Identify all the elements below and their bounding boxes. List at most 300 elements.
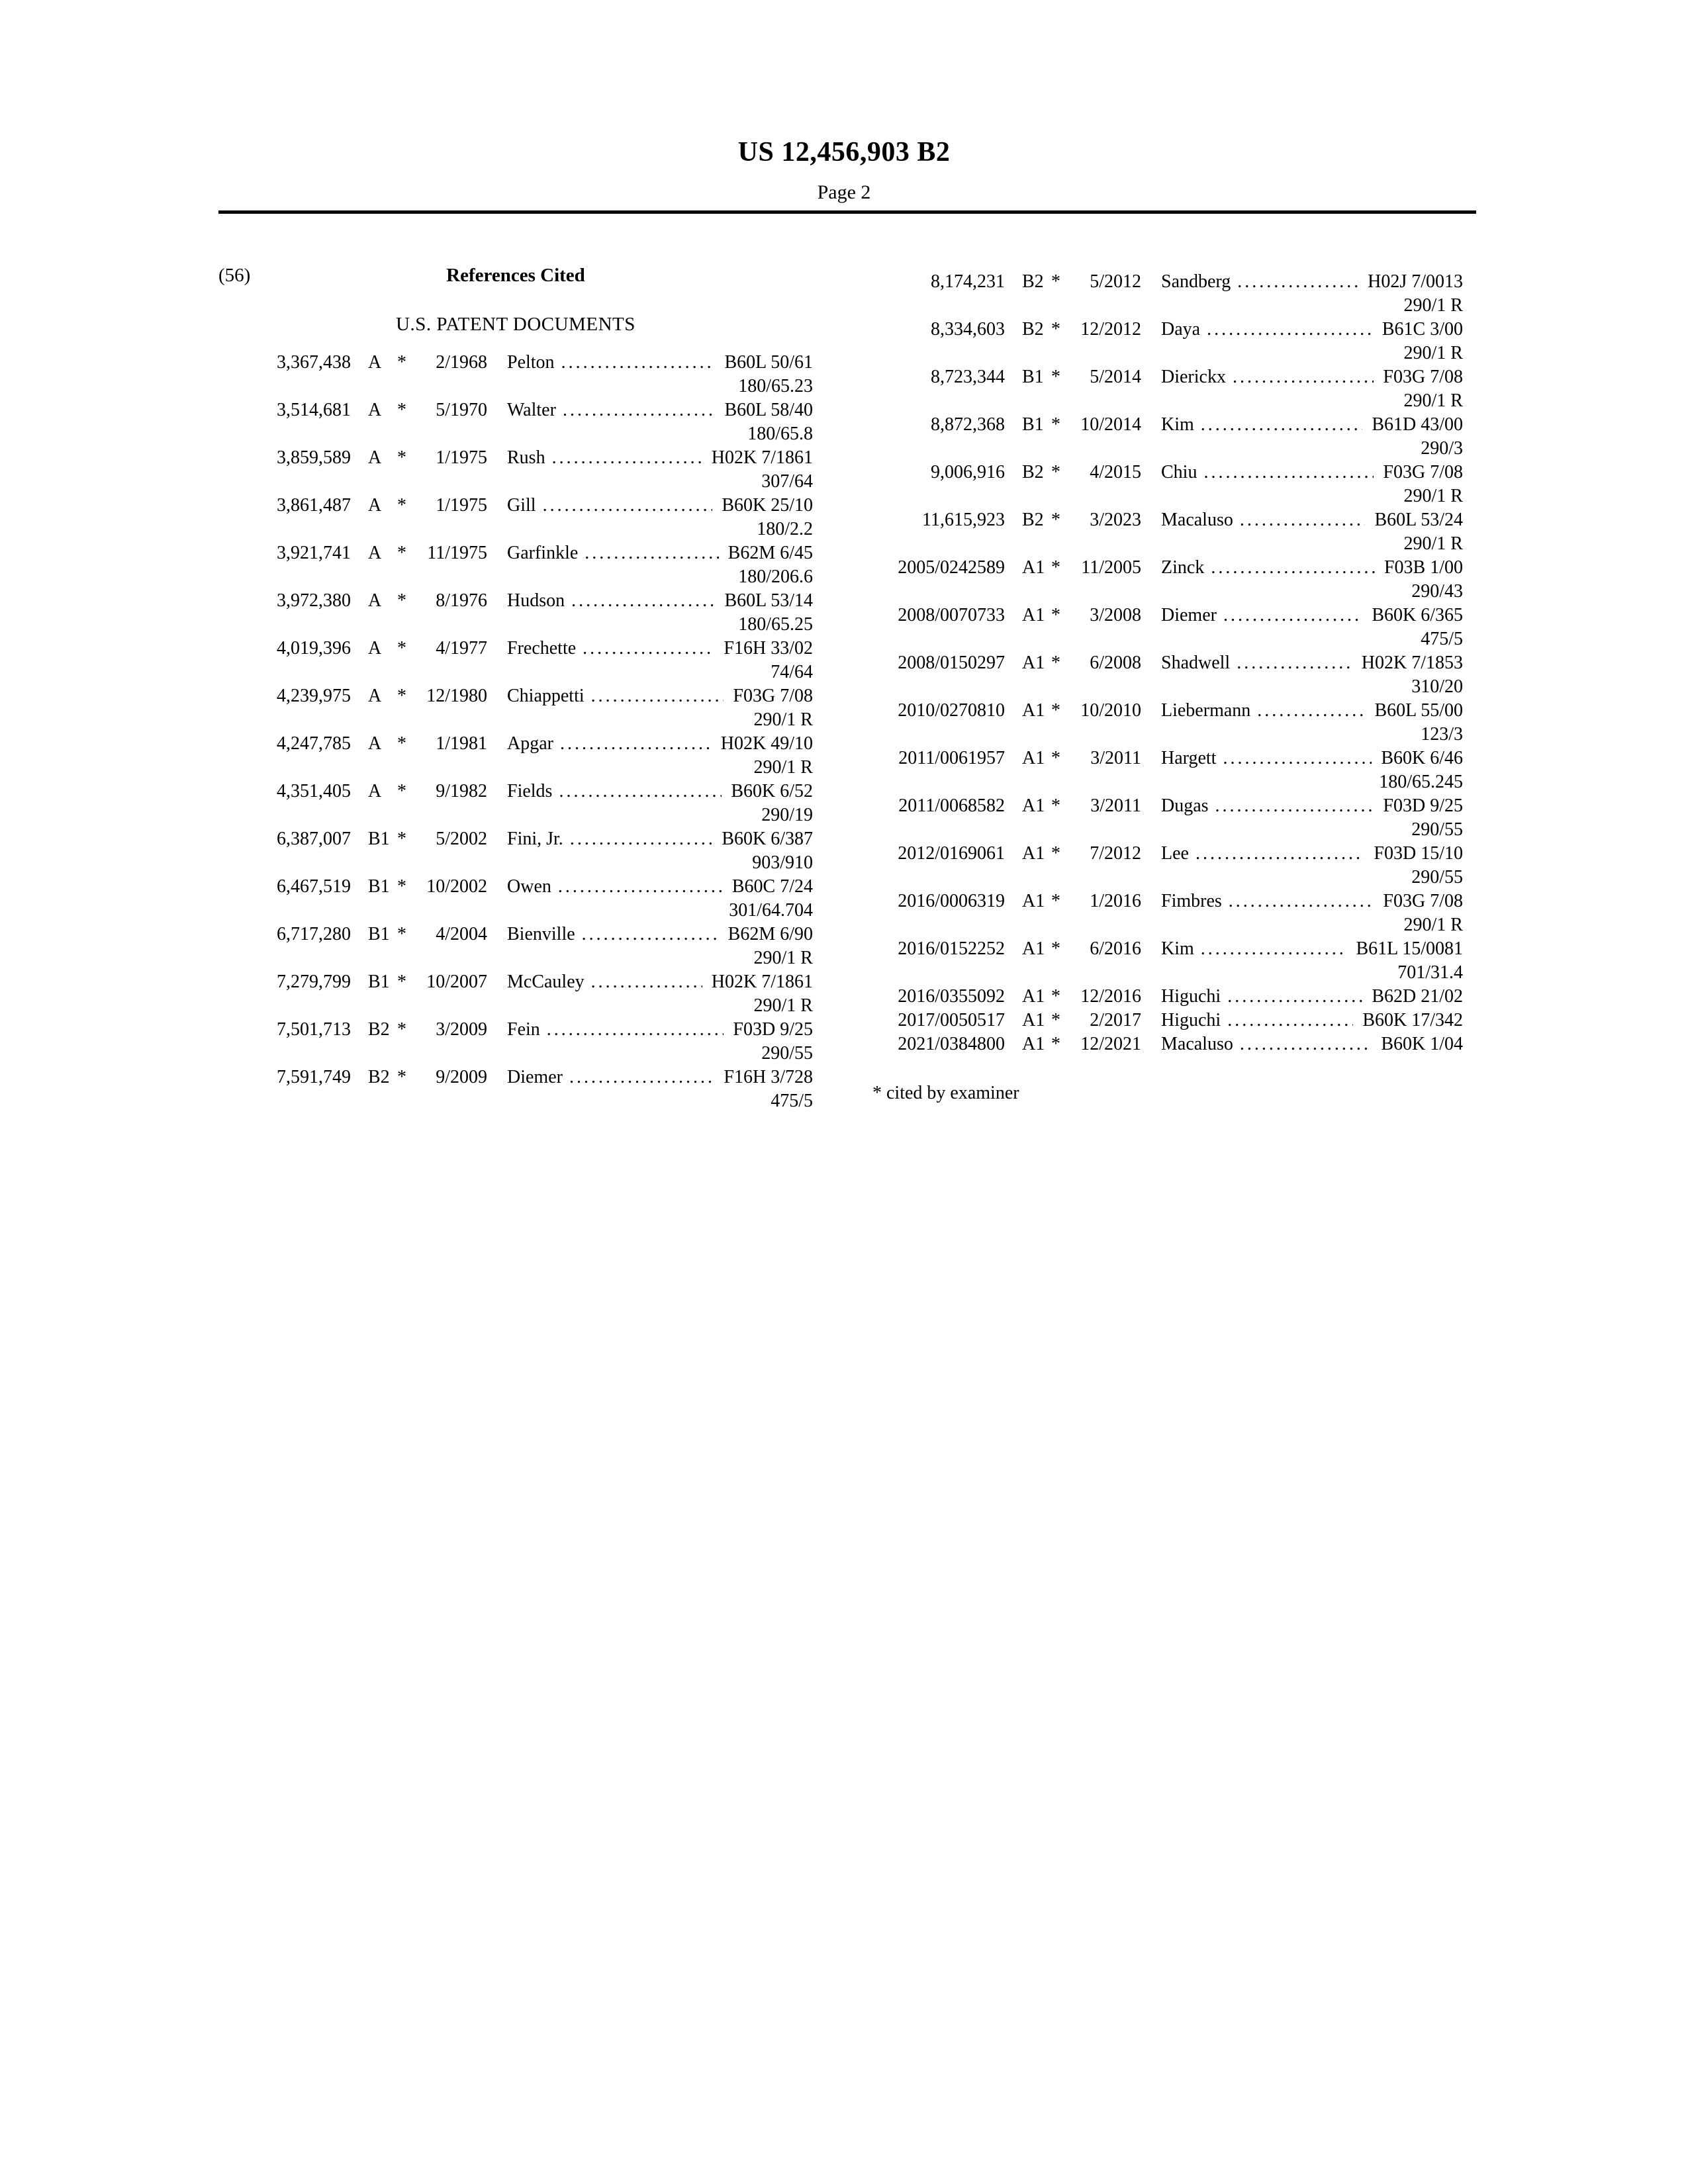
dot-leader xyxy=(543,494,713,518)
patent-date: 5/1970 xyxy=(436,400,487,420)
patent-number: 6,717,280 xyxy=(277,924,351,944)
kind-code: A1 xyxy=(1022,843,1045,864)
dot-leader xyxy=(1201,413,1363,437)
reference-entry xyxy=(218,351,813,398)
dot-leader xyxy=(561,351,716,375)
inventor-name: Daya xyxy=(1161,319,1201,340)
kind-code: A1 xyxy=(1022,1034,1045,1054)
kind-code: A xyxy=(368,638,382,659)
page-number-label: Page 2 xyxy=(817,181,871,203)
classification-subclass: 290/55 xyxy=(761,1043,813,1064)
reference-entry xyxy=(872,318,1463,365)
inventor-name: Higuchi xyxy=(1161,986,1221,1007)
classification-subclass: 307/64 xyxy=(761,471,813,492)
cited-asterisk: * xyxy=(1051,986,1060,1007)
right-entries-list xyxy=(872,270,1463,1056)
kind-code: A1 xyxy=(1022,986,1045,1007)
classification-code: F16H 3/728 xyxy=(724,1067,813,1087)
patent-date: 12/2021 xyxy=(1080,1034,1141,1054)
inventor-name: Diemer xyxy=(507,1067,563,1087)
reference-entry xyxy=(872,461,1463,508)
patent-number: 8,872,368 xyxy=(931,414,1005,435)
reference-entry xyxy=(218,970,813,1018)
kind-code: A xyxy=(368,447,382,468)
kind-code: B1 xyxy=(368,972,390,992)
dot-leader xyxy=(1223,747,1372,770)
inventor-name: Chiappetti xyxy=(507,686,585,706)
dot-leader xyxy=(560,732,712,756)
kind-code: A1 xyxy=(1022,700,1045,721)
dot-leader xyxy=(1229,889,1374,913)
dot-leader xyxy=(583,637,714,660)
cited-asterisk: * xyxy=(1051,843,1060,864)
classification-subclass: 290/1 R xyxy=(753,757,813,778)
reference-entry xyxy=(872,889,1463,937)
classification-subclass: 290/1 R xyxy=(1403,533,1463,554)
patent-number: 11,615,923 xyxy=(922,510,1005,530)
dot-leader xyxy=(558,875,723,899)
patent-date: 3/2023 xyxy=(1090,510,1141,530)
section-number: (56) xyxy=(218,265,251,286)
classification-code: B60C 7/24 xyxy=(731,876,813,897)
patent-number: 4,247,785 xyxy=(277,733,351,754)
patent-date: 1/1975 xyxy=(436,447,487,468)
patent-date: 10/2007 xyxy=(426,972,487,992)
patent-date: 12/2016 xyxy=(1080,986,1141,1007)
dot-leader xyxy=(1237,270,1358,294)
reference-entry xyxy=(872,1009,1463,1032)
reference-entry xyxy=(872,842,1463,889)
dot-leader xyxy=(591,684,724,708)
cited-asterisk: * xyxy=(397,400,406,420)
patent-number: 2008/0070733 xyxy=(898,605,1005,625)
cited-asterisk: * xyxy=(397,972,406,992)
patent-number: 3,921,741 xyxy=(277,543,351,563)
reference-entry xyxy=(872,604,1463,651)
dot-leader xyxy=(571,589,715,613)
inventor-name: Hargett xyxy=(1161,748,1217,768)
cited-asterisk: * xyxy=(1051,653,1060,673)
us-patent-documents-heading: U.S. PATENT DOCUMENTS xyxy=(396,314,635,335)
inventor-name: Macaluso xyxy=(1161,510,1233,530)
cited-asterisk: * xyxy=(1051,748,1060,768)
classification-code: F03G 7/08 xyxy=(733,686,813,706)
patent-date: 12/2012 xyxy=(1080,319,1141,340)
patent-date: 5/2014 xyxy=(1090,367,1141,387)
dot-leader xyxy=(547,1018,724,1042)
kind-code: A xyxy=(368,400,382,420)
dot-leader xyxy=(1223,604,1362,627)
cited-asterisk: * xyxy=(397,590,406,611)
classification-code: B61D 43/00 xyxy=(1372,414,1463,435)
classification-subclass: 290/1 R xyxy=(753,709,813,730)
patent-date: 3/2008 xyxy=(1090,605,1141,625)
patent-date: 1/1975 xyxy=(436,495,487,516)
reference-entry xyxy=(872,508,1463,556)
kind-code: B1 xyxy=(1022,414,1044,435)
inventor-name: Sandberg xyxy=(1161,271,1231,292)
reference-entry xyxy=(872,651,1463,699)
classification-code: H02K 7/1853 xyxy=(1361,653,1463,673)
patent-date: 2/1968 xyxy=(436,352,487,373)
cited-asterisk: * xyxy=(397,876,406,897)
patent-date: 2/2017 xyxy=(1090,1010,1141,1030)
classification-code: H02J 7/0013 xyxy=(1368,271,1463,292)
patent-number: 2008/0150297 xyxy=(898,653,1005,673)
classification-code: B60K 1/04 xyxy=(1381,1034,1463,1054)
inventor-name: Kim xyxy=(1161,414,1194,435)
cited-asterisk: * xyxy=(1051,414,1060,435)
kind-code: A1 xyxy=(1022,796,1045,816)
reference-entry xyxy=(872,556,1463,604)
references-column-right xyxy=(872,255,1463,1105)
cited-asterisk: * xyxy=(397,638,406,659)
patent-number: 3,861,487 xyxy=(277,495,351,516)
classification-subclass: 475/5 xyxy=(1421,629,1463,649)
classification-subclass: 290/1 R xyxy=(1403,915,1463,935)
inventor-name: Fields xyxy=(507,781,553,801)
patent-date: 3/2011 xyxy=(1090,796,1141,816)
inventor-name: Walter xyxy=(507,400,556,420)
patent-date: 3/2011 xyxy=(1090,748,1141,768)
classification-code: B60K 6/387 xyxy=(722,829,813,849)
reference-entry xyxy=(218,732,813,780)
kind-code: A1 xyxy=(1022,557,1045,578)
patent-date: 8/1976 xyxy=(436,590,487,611)
left-entries-list xyxy=(218,351,813,1113)
kind-code: A xyxy=(368,495,382,516)
inventor-name: Higuchi xyxy=(1161,1010,1221,1030)
dot-leader xyxy=(1196,842,1364,866)
cited-asterisk: * xyxy=(397,829,406,849)
dot-leader xyxy=(1211,556,1375,580)
reference-entry xyxy=(218,446,813,494)
classification-code: B60L 53/14 xyxy=(724,590,813,611)
inventor-name: Fini, Jr. xyxy=(507,829,563,849)
patent-date: 1/2016 xyxy=(1090,891,1141,911)
patent-number: 4,351,405 xyxy=(277,781,351,801)
kind-code: A xyxy=(368,733,382,754)
classification-subclass: 180/65.25 xyxy=(738,614,813,635)
dot-leader xyxy=(1203,461,1374,484)
inventor-name: Fimbres xyxy=(1161,891,1222,911)
classification-code: H02K 7/1861 xyxy=(711,972,813,992)
inventor-name: Fein xyxy=(507,1019,540,1040)
kind-code: A1 xyxy=(1022,938,1045,959)
kind-code: A1 xyxy=(1022,891,1045,911)
kind-code: B2 xyxy=(368,1067,390,1087)
classification-code: F16H 33/02 xyxy=(724,638,813,659)
reference-entry xyxy=(872,365,1463,413)
dot-leader xyxy=(570,827,713,851)
dot-leader xyxy=(1201,937,1347,961)
reference-entry xyxy=(872,413,1463,461)
classification-subclass: 180/65.245 xyxy=(1379,772,1463,792)
patent-number: 7,279,799 xyxy=(277,972,351,992)
patent-number: 2005/0242589 xyxy=(898,557,1005,578)
section-title: References Cited xyxy=(446,265,585,286)
patent-date: 4/2004 xyxy=(436,924,487,944)
dot-leader xyxy=(569,1066,714,1089)
patent-number: 3,972,380 xyxy=(277,590,351,611)
inventor-name: Liebermann xyxy=(1161,700,1251,721)
cited-asterisk: * xyxy=(397,686,406,706)
dot-leader xyxy=(1215,794,1374,818)
cited-asterisk: * xyxy=(1051,1034,1060,1054)
patent-number: 2011/0068582 xyxy=(898,796,1005,816)
cited-asterisk: * xyxy=(1051,271,1060,292)
inventor-name: Dierickx xyxy=(1161,367,1226,387)
classification-code: B61C 3/00 xyxy=(1382,319,1463,340)
classification-subclass: 290/19 xyxy=(761,805,813,825)
patent-date: 7/2012 xyxy=(1090,843,1141,864)
kind-code: B2 xyxy=(1022,510,1044,530)
kind-code: A1 xyxy=(1022,748,1045,768)
patent-number: 4,239,975 xyxy=(277,686,351,706)
classification-code: B60L 58/40 xyxy=(724,400,813,420)
patent-number: 2021/0384800 xyxy=(898,1034,1005,1054)
classification-subclass: 290/1 R xyxy=(1403,486,1463,506)
patent-number-title: US 12,456,903 B2 xyxy=(737,137,951,167)
classification-subclass: 290/1 R xyxy=(753,948,813,968)
reference-entry xyxy=(218,923,813,970)
references-column-left xyxy=(218,263,813,1113)
dot-leader xyxy=(591,970,702,994)
reference-entry xyxy=(218,827,813,875)
inventor-name: McCauley xyxy=(507,972,585,992)
cited-asterisk: * xyxy=(397,495,406,516)
cited-asterisk: * xyxy=(397,352,406,373)
cited-asterisk: * xyxy=(1051,319,1060,340)
examiner-footnote: * cited by examiner xyxy=(872,1083,1019,1103)
kind-code: B1 xyxy=(368,876,390,897)
classification-subclass: 290/1 R xyxy=(1403,390,1463,411)
reference-entry xyxy=(872,699,1463,747)
patent-date: 4/1977 xyxy=(436,638,487,659)
classification-subclass: 475/5 xyxy=(771,1091,813,1111)
patent-number: 2010/0270810 xyxy=(898,700,1005,721)
dot-leader xyxy=(1240,508,1366,532)
cited-asterisk: * xyxy=(397,447,406,468)
reference-entry xyxy=(218,398,813,446)
cited-asterisk: * xyxy=(397,543,406,563)
inventor-name: Dugas xyxy=(1161,796,1209,816)
patent-number: 3,859,589 xyxy=(277,447,351,468)
cited-asterisk: * xyxy=(397,1067,406,1087)
kind-code: B1 xyxy=(368,924,390,944)
classification-code: B60L 50/61 xyxy=(724,352,813,373)
kind-code: A xyxy=(368,781,382,801)
dot-leader xyxy=(559,780,722,803)
inventor-name: Bienville xyxy=(507,924,575,944)
classification-subclass: 301/64.704 xyxy=(729,900,813,921)
classification-code: B60K 6/365 xyxy=(1372,605,1463,625)
kind-code: B2 xyxy=(368,1019,390,1040)
reference-entry xyxy=(218,589,813,637)
cited-asterisk: * xyxy=(1051,796,1060,816)
dot-leader xyxy=(1227,985,1362,1009)
reference-entry xyxy=(872,985,1463,1009)
kind-code: B2 xyxy=(1022,462,1044,482)
classification-subclass: 180/65.23 xyxy=(738,376,813,396)
reference-entry xyxy=(872,1032,1463,1056)
cited-asterisk: * xyxy=(1051,700,1060,721)
patent-date: 10/2010 xyxy=(1080,700,1141,721)
inventor-name: Rush xyxy=(507,447,545,468)
patent-number: 3,514,681 xyxy=(277,400,351,420)
kind-code: A1 xyxy=(1022,605,1045,625)
dot-leader xyxy=(1227,1009,1353,1032)
patent-date: 4/2015 xyxy=(1090,462,1141,482)
classification-code: B60K 25/10 xyxy=(722,495,813,516)
dot-leader xyxy=(1233,365,1374,389)
inventor-name: Apgar xyxy=(507,733,553,754)
patent-date: 10/2014 xyxy=(1080,414,1141,435)
classification-code: B62M 6/90 xyxy=(727,924,813,944)
classification-subclass: 290/43 xyxy=(1411,581,1463,602)
inventor-name: Owen xyxy=(507,876,551,897)
classification-subclass: 180/65.8 xyxy=(747,424,813,444)
dot-leader xyxy=(585,541,718,565)
inventor-name: Lee xyxy=(1161,843,1189,864)
patent-number: 6,387,007 xyxy=(277,829,351,849)
reference-entry xyxy=(218,637,813,684)
patent-date: 6/2008 xyxy=(1090,653,1141,673)
classification-code: F03G 7/08 xyxy=(1383,367,1463,387)
patent-date: 11/2005 xyxy=(1081,557,1141,578)
classification-code: B62M 6/45 xyxy=(727,543,813,563)
patent-number: 2017/0050517 xyxy=(898,1010,1005,1030)
header-rule xyxy=(218,210,1476,214)
inventor-name: Macaluso xyxy=(1161,1034,1233,1054)
cited-asterisk: * xyxy=(397,924,406,944)
dot-leader xyxy=(1240,1032,1372,1056)
patent-number: 2016/0006319 xyxy=(898,891,1005,911)
inventor-name: Zinck xyxy=(1161,557,1205,578)
cited-asterisk: * xyxy=(1051,462,1060,482)
reference-entry xyxy=(218,494,813,541)
classification-code: B60L 53/24 xyxy=(1374,510,1463,530)
cited-asterisk: * xyxy=(397,733,406,754)
classification-subclass: 290/55 xyxy=(1411,867,1463,887)
classification-subclass: 290/1 R xyxy=(753,995,813,1016)
cited-asterisk: * xyxy=(1051,891,1060,911)
kind-code: A xyxy=(368,590,382,611)
classification-code: B60K 6/46 xyxy=(1381,748,1463,768)
inventor-name: Chiu xyxy=(1161,462,1197,482)
classification-code: F03B 1/00 xyxy=(1383,557,1463,578)
patent-date: 12/1980 xyxy=(426,686,487,706)
classification-subclass: 290/3 xyxy=(1421,438,1463,459)
patent-number: 4,019,396 xyxy=(277,638,351,659)
kind-code: A xyxy=(368,686,382,706)
patent-number: 2011/0061957 xyxy=(898,748,1005,768)
patent-date: 10/2002 xyxy=(426,876,487,897)
patent-date: 9/2009 xyxy=(436,1067,487,1087)
references-section-heading xyxy=(218,263,813,287)
classification-subclass: 290/55 xyxy=(1411,819,1463,840)
reference-entry xyxy=(872,747,1463,794)
inventor-name: Pelton xyxy=(507,352,555,373)
patent-number: 2012/0169061 xyxy=(898,843,1005,864)
patent-number: 7,501,713 xyxy=(277,1019,351,1040)
classification-subclass: 290/1 R xyxy=(1403,295,1463,316)
classification-code: F03D 9/25 xyxy=(1383,796,1463,816)
inventor-name: Kim xyxy=(1161,938,1194,959)
classification-code: H02K 49/10 xyxy=(720,733,813,754)
kind-code: A1 xyxy=(1022,653,1045,673)
reference-entry xyxy=(218,541,813,589)
classification-code: B60K 17/342 xyxy=(1362,1010,1463,1030)
classification-code: F03G 7/08 xyxy=(1383,462,1463,482)
cited-asterisk: * xyxy=(1051,605,1060,625)
dot-leader xyxy=(1207,318,1373,341)
cited-asterisk: * xyxy=(1051,938,1060,959)
inventor-name: Frechette xyxy=(507,638,577,659)
classification-code: B60L 55/00 xyxy=(1374,700,1463,721)
patent-date: 5/2012 xyxy=(1090,271,1141,292)
inventor-name: Garfinkle xyxy=(507,543,579,563)
classification-subclass: 180/206.6 xyxy=(738,567,813,587)
kind-code: A xyxy=(368,543,382,563)
patent-number: 8,723,344 xyxy=(931,367,1005,387)
inventor-name: Diemer xyxy=(1161,605,1217,625)
reference-entry xyxy=(218,875,813,923)
cited-asterisk: * xyxy=(1051,557,1060,578)
inventor-name: Gill xyxy=(507,495,536,516)
patent-number: 7,591,749 xyxy=(277,1067,351,1087)
kind-code: B1 xyxy=(1022,367,1044,387)
patent-number: 8,174,231 xyxy=(931,271,1005,292)
cited-asterisk: * xyxy=(397,1019,406,1040)
patent-date: 3/2009 xyxy=(436,1019,487,1040)
classification-subclass: 180/2.2 xyxy=(757,519,813,539)
reference-entry xyxy=(218,1018,813,1066)
kind-code: B2 xyxy=(1022,271,1044,292)
reference-entry xyxy=(218,1066,813,1113)
classification-subclass: 290/1 R xyxy=(1403,343,1463,363)
patent-number: 2016/0152252 xyxy=(898,938,1005,959)
kind-code: A xyxy=(368,352,382,373)
classification-subclass: 903/910 xyxy=(752,852,813,873)
reference-entry xyxy=(872,794,1463,842)
cited-asterisk: * xyxy=(1051,1010,1060,1030)
patent-date: 6/2016 xyxy=(1090,938,1141,959)
reference-entry xyxy=(218,780,813,827)
classification-subclass: 310/20 xyxy=(1411,676,1463,697)
cited-asterisk: * xyxy=(1051,367,1060,387)
classification-code: B62D 21/02 xyxy=(1372,986,1463,1007)
inventor-name: Hudson xyxy=(507,590,565,611)
classification-subclass: 74/64 xyxy=(771,662,813,682)
patent-date: 5/2002 xyxy=(436,829,487,849)
patent-date: 11/1975 xyxy=(427,543,487,563)
patent-number: 9,006,916 xyxy=(931,462,1005,482)
kind-code: A1 xyxy=(1022,1010,1045,1030)
patent-number: 2016/0355092 xyxy=(898,986,1005,1007)
kind-code: B2 xyxy=(1022,319,1044,340)
classification-code: F03D 9/25 xyxy=(733,1019,813,1040)
classification-code: F03D 15/10 xyxy=(1374,843,1463,864)
reference-entry xyxy=(218,684,813,732)
classification-code: H02K 7/1861 xyxy=(711,447,813,468)
classification-code: B61L 15/0081 xyxy=(1356,938,1463,959)
classification-code: F03G 7/08 xyxy=(1383,891,1463,911)
dot-leader xyxy=(552,446,702,470)
patent-date: 1/1981 xyxy=(436,733,487,754)
dot-leader xyxy=(1237,651,1352,675)
reference-entry xyxy=(872,270,1463,318)
